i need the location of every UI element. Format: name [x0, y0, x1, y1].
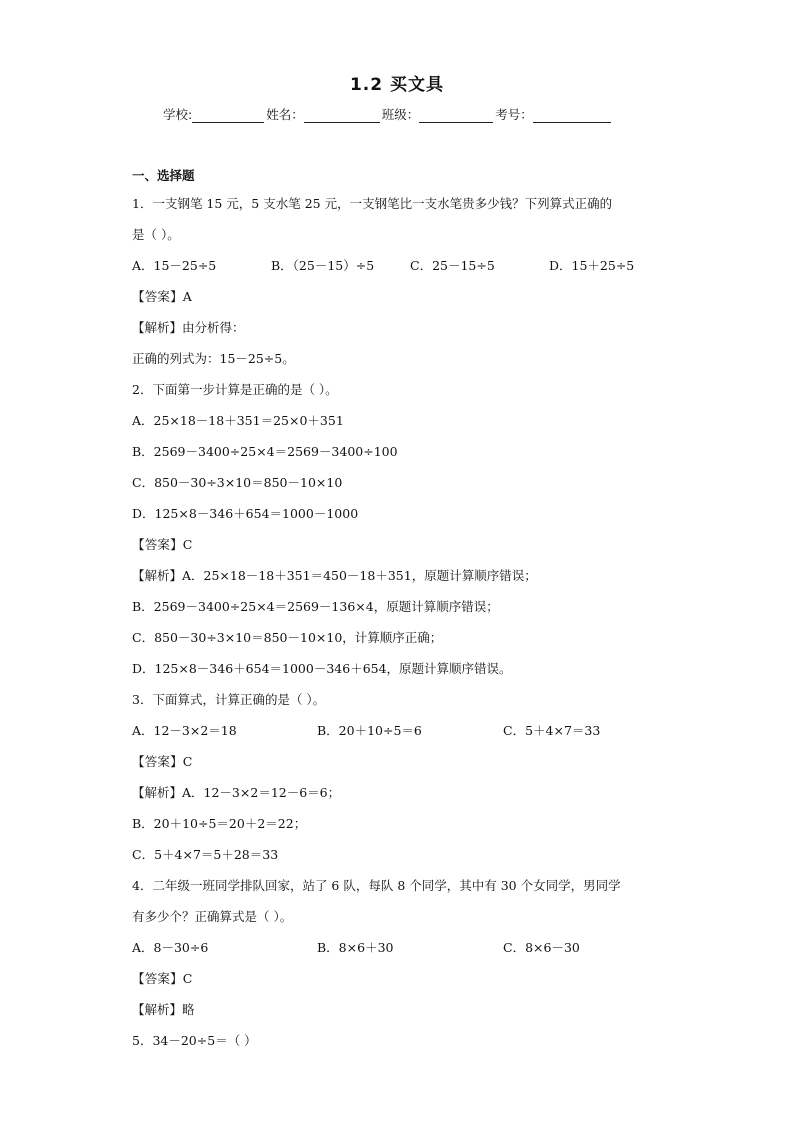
option-b[interactable]: B．20＋10÷5＝6: [317, 723, 422, 738]
option-c[interactable]: C．8×6－30: [503, 940, 580, 955]
option-d[interactable]: D．15＋25÷5: [549, 258, 635, 273]
analysis-line: 正确的列式为：15－25÷5。: [132, 351, 295, 366]
page-title: 1.2 买文具: [349, 75, 445, 95]
class-label: 班级：: [381, 107, 420, 122]
analysis-line: B．2569－3400÷25×4＝2569－136×4，原题计算顺序错误；: [132, 599, 499, 614]
option-d[interactable]: D．125×8－346＋654＝1000－1000: [132, 506, 359, 521]
question-stem-line: 4．二年级一班同学排队回家，站了 6 队，每队 8 个同学，其中有 30 个女同学，男同学: [132, 878, 621, 893]
question-stem-line: 是（ ）。: [132, 227, 180, 242]
class-blank[interactable]: [419, 108, 493, 123]
answer-line: 【答案】C: [132, 971, 193, 986]
analysis-line: D．125×8－346＋654＝1000－346＋654，原题计算顺序错误。: [132, 661, 512, 676]
option-row: [132, 250, 672, 281]
question-stem-line: 5．34－20÷5＝（ ）: [132, 1033, 257, 1048]
name-label: 姓名：: [266, 107, 304, 122]
question-stem-line: 2．下面第一步计算是正确的是（ ）。: [132, 382, 338, 397]
option-a[interactable]: A．25×18－18＋351＝25×0＋351: [132, 413, 344, 428]
option-a[interactable]: A．8－30÷6: [132, 940, 209, 955]
option-b[interactable]: B．（25－15）÷5: [271, 258, 375, 273]
exam-no-label: 考号：: [495, 107, 533, 122]
analysis-line: 【解析】A．25×18－18＋351＝450－18＋351，原题计算顺序错误；: [132, 568, 537, 583]
school-label: 学校:: [163, 107, 193, 122]
question-3: [132, 684, 672, 870]
option-b[interactable]: B．2569－3400÷25×4＝2569－3400÷100: [132, 444, 398, 459]
exam-no-blank[interactable]: [533, 108, 611, 123]
option-c[interactable]: C．25－15÷5: [410, 258, 495, 273]
analysis-line: 【解析】A．12－3×2＝12－6＝6；: [132, 785, 341, 800]
option-row: [132, 715, 672, 746]
analysis-line: 【解析】由分析得：: [132, 320, 245, 335]
answer-line: 【答案】C: [132, 754, 193, 769]
answer-line: 【答案】C: [132, 537, 193, 552]
school-blank[interactable]: [192, 108, 264, 123]
analysis-line: C．5＋4×7＝5＋28＝33: [132, 847, 279, 862]
section-heading: 一、选择题: [132, 168, 195, 183]
name-blank[interactable]: [304, 108, 380, 123]
option-b[interactable]: B．8×6＋30: [317, 940, 394, 955]
question-content: [132, 163, 672, 1056]
question-1: [132, 188, 672, 374]
analysis-line: C．850－30÷3×10＝850－10×10，计算顺序正确；: [132, 630, 443, 645]
student-info-line: [163, 103, 643, 123]
question-4: [132, 870, 672, 1025]
question-stem-line: 1．一支钢笔 15 元，5 支水笔 25 元，一支钢笔比一支水笔贵多少钱？下列算式正确的: [132, 196, 613, 211]
option-a[interactable]: A．15－25÷5: [132, 258, 217, 273]
question-2: [132, 374, 672, 684]
analysis-line: 【解析】略: [132, 1002, 195, 1017]
question-stem-line: 有多少个？正确算式是（ ）。: [132, 909, 293, 924]
option-c[interactable]: C．850－30÷3×10＝850－10×10: [132, 475, 343, 490]
question-5: [132, 1025, 672, 1056]
option-c[interactable]: C．5＋4×7＝33: [503, 723, 601, 738]
question-stem-line: 3．下面算式，计算正确的是（ ）。: [132, 692, 326, 707]
option-a[interactable]: A．12－3×2＝18: [132, 723, 237, 738]
analysis-line: B．20＋10÷5＝20＋2＝22；: [132, 816, 307, 831]
option-row: [132, 932, 672, 963]
answer-line: 【答案】A: [132, 289, 193, 304]
